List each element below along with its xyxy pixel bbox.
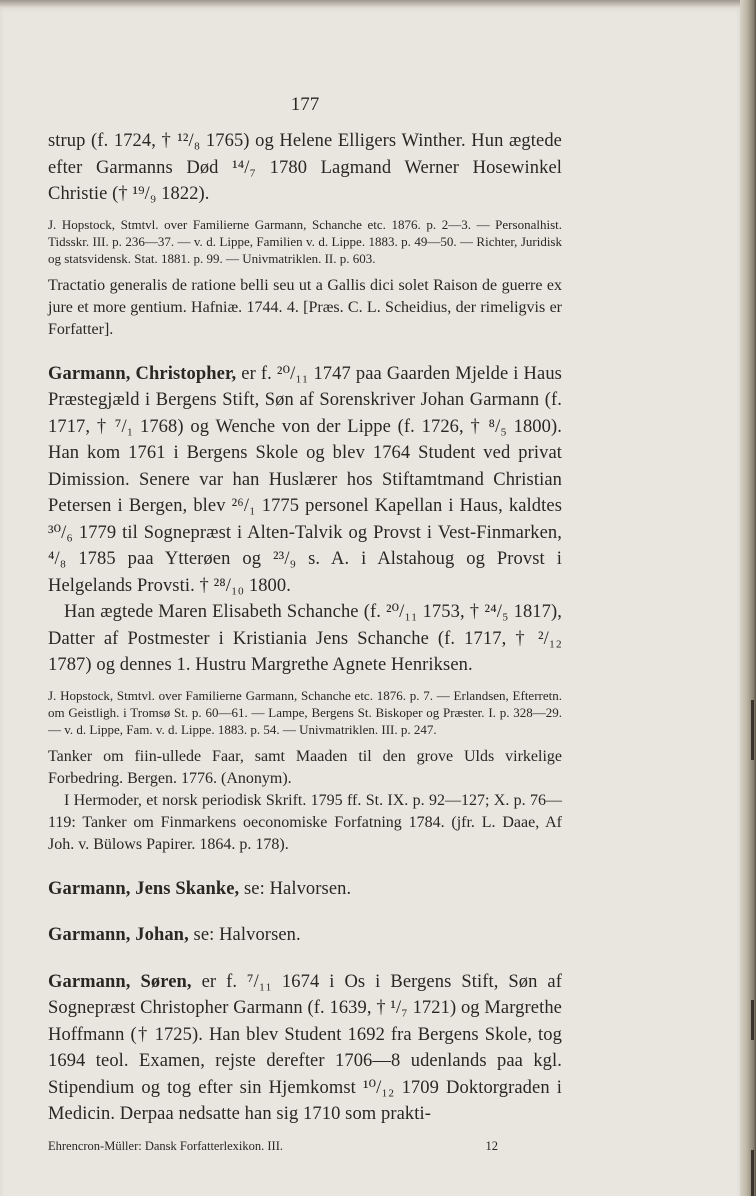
work-title: I Hermoder, et norsk periodisk Skrift. 1795 ff. St. IX. p. 92—127; X. p. 76—119: Tanker om Finmarkens oeconomiske Forfatning 1784. (jfr. L. Daae, Af Joh. v. Bülows Papirer. 1864. p. 178). (48, 791, 562, 853)
entry-name: Garmann, Christopher, (48, 363, 237, 384)
entry-text: se: Halvorsen. (239, 878, 352, 899)
edge-mark (751, 1000, 754, 1040)
entry-soren (48, 969, 562, 1128)
page-top-shadow (0, 0, 756, 8)
page-number: 177 (290, 94, 320, 115)
signature-number: 12 (485, 1139, 498, 1153)
entry-text: er f. ²⁰/₁₁ 1747 paa Gaarden Mjelde i Haus Præstegjæld i Bergens Stift, Søn af Sorenskriver Johan Garmann (f. 1717, † ⁷/₁ 1768) og Wenche von der Lippe (f. 1726, † ⁸/₅ 1800). Han kom 1761 i Bergens Skole og blev 1764 Student ved privat Dimission. Senere var han Huslærer hos Stiftamtmand Christian Petersen i Bergen, blev ²⁶/₁ 1775 personel Kapellan i Haus, kaldtes ³⁰/₆ 1779 til Sognepræst i Alten-Talvik og Provst i Vest-Finmarken, ⁴/₈ 1785 paa Ytterøen og ²³/₉ s. A. i Alstahoug og Provst i Helgelands Provsti. † ²⁸/₁₀ 1800. (48, 363, 562, 596)
work-title: Tractatio generalis de ratione belli seu ut a Gallis dici solet Raison de guerre ex jure et more gentium. Hafniæ. 1744. 4. [Præs. C. L. Scheidius, der rimeligvis er Forfatter]. (48, 276, 562, 338)
entry-name: Garmann, Johan, (48, 925, 189, 945)
references: J. Hopstock, Stmtvl. over Familierne Garmann, Schanche etc. 1876. p. 7. — Erlandsen, Efterretn. om Geistligh. i Tromsø St. p. 60—61. — Lampe, Bergens St. Biskoper og Præster. I. p. 328—29. — v. d. Lippe, Fam. v. d. Lippe. 1883. p. 54. — Univmatriklen. III. p. 247. (48, 687, 562, 737)
page-footer (48, 1139, 562, 1154)
work-title: Tanker om fiin-ullede Faar, samt Maaden til den grove Ulds virkelige Forbedring. Bergen. 1776. (Anonym). (48, 747, 562, 787)
entry-name: Garmann, Søren, (48, 971, 192, 992)
entry-johan (48, 922, 562, 949)
references: J. Hopstock, Stmtvl. over Familierne Garmann, Schanche etc. 1876. p. 2—3. — Personalhist. Tidsskr. III. p. 236—37. — v. d. Lippe, Familien v. d. Lippe. 1883. p. 49—50. — Richter, Juridisk og statsvidensk. Stat. 1881. p. 99. — Univmatriklen. II. p. 603. (48, 216, 562, 266)
footer-source: Ehrencron-Müller: Dansk Forfatterlexikon. III. (48, 1139, 283, 1153)
entry-christopher (48, 361, 562, 600)
entry-name: Garmann, Jens Skanke, (48, 878, 240, 899)
edge-mark (751, 700, 754, 760)
marriage-paragraph: Han ægtede Maren Elisabeth Schanche (f. ²⁰/₁₁ 1753, † ²⁴/₅ 1817), Datter af Postmester i Kristiania Jens Schanche (f. 1717, † ²/₁₂ 1787) og dennes 1. Hustru Margrethe Agnete Henriksen. (48, 602, 562, 675)
continued-paragraph: strup (f. 1724, † ¹²/₈ 1765) og Helene Elligers Winther. Hun ægtede efter Garmanns Død ¹⁴/₇ 1780 Lagmand Werner Hosewinkel Christie († ¹⁹/₉ 1822). (48, 131, 562, 204)
page-edge (740, 0, 756, 1196)
entry-text: er f. ⁷/₁₁ 1674 i Os i Bergens Stift, Søn af Sognepræst Christopher Garmann (f. 1639, † ¹/₇ 1721) og Margrethe Hoffmann († 1725). Han blev Student 1692 fra Bergens Skole, tog 1694 teol. Examen, rejste derefter 1706—8 udenlands paa kgl. Stipendium og tog efter sin Hjemkomst ¹⁰/₁₂ 1709 Doktorgraden i Medicin. Derpaa nedsatte han sig 1710 som prakti- (48, 971, 562, 1124)
edge-mark (751, 1150, 754, 1196)
body-text (48, 128, 562, 1128)
entry-jens-skanke (48, 876, 562, 903)
entry-text: se: Halvorsen. (188, 925, 301, 945)
